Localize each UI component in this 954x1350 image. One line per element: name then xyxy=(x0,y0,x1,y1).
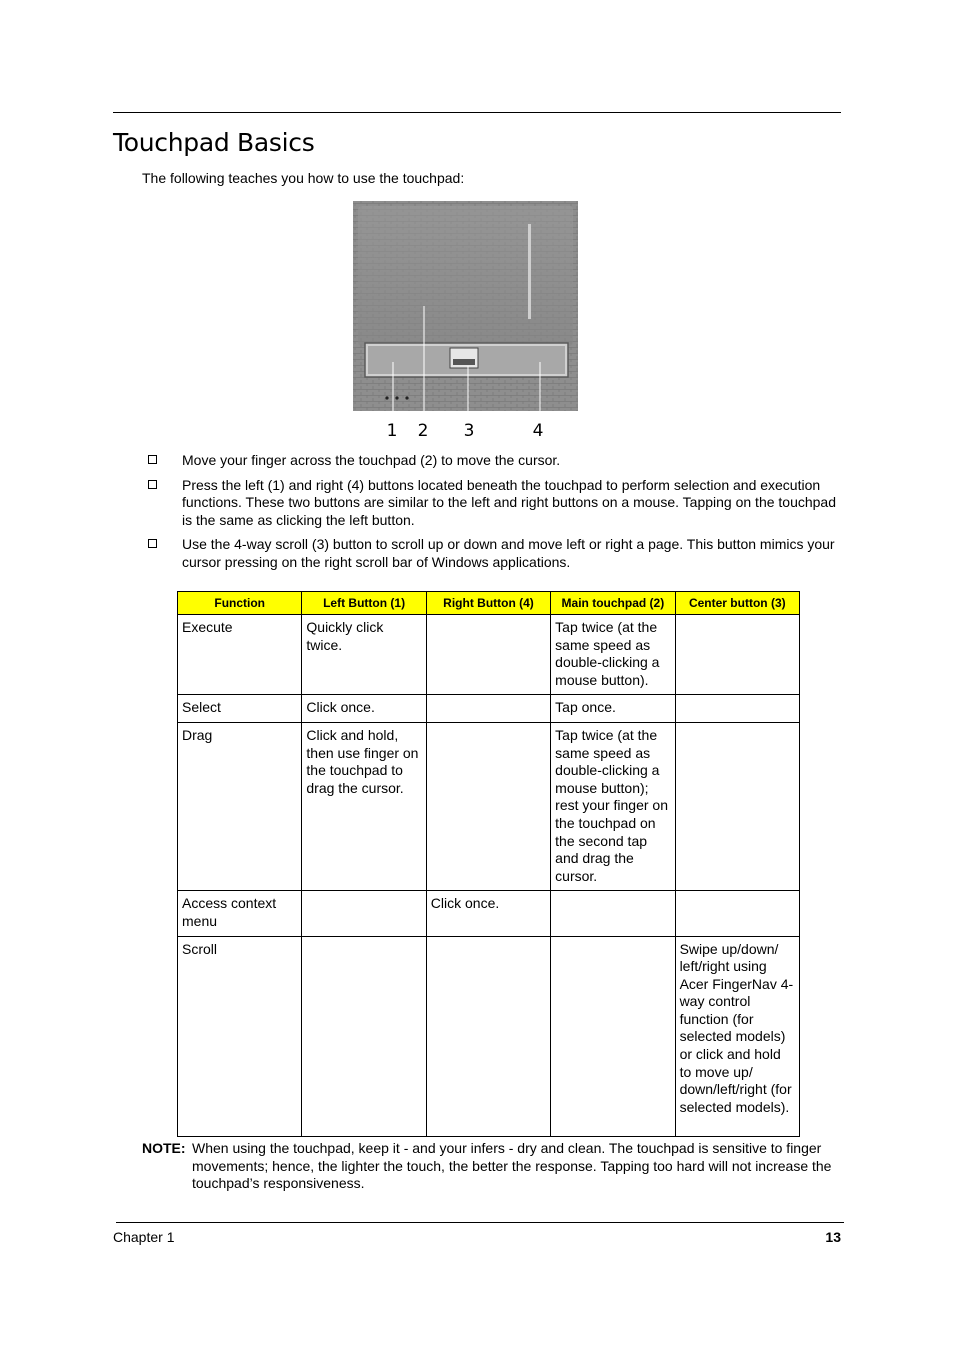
table-row xyxy=(178,615,800,695)
table-cell: Scroll xyxy=(178,936,302,1136)
table-cell xyxy=(675,891,799,936)
checkbox-bullet-icon xyxy=(148,539,157,548)
table-cell xyxy=(426,722,550,890)
table-header-row xyxy=(178,592,800,615)
footer-chapter: Chapter 1 xyxy=(113,1229,175,1245)
table-cell: Tap twice (at the same speed as double-clicking a mouse button); rest your finger on the touchpad on the second tap and drag the cursor. xyxy=(551,722,675,890)
header-rule xyxy=(113,112,841,113)
table-cell: Quickly click twice. xyxy=(302,615,426,695)
function-table xyxy=(177,591,800,1137)
table-cell: Click once. xyxy=(426,891,550,936)
table-cell xyxy=(675,615,799,695)
note-block xyxy=(142,1140,842,1193)
intro-text: The following teaches you how to use the touchpad: xyxy=(142,170,465,186)
table-cell xyxy=(551,891,675,936)
table-cell: Tap twice (at the same speed as double-clicking a mouse button). xyxy=(551,615,675,695)
table-cell xyxy=(675,695,799,723)
figure-label-1: 1 xyxy=(386,421,398,441)
figure-label-3: 3 xyxy=(463,421,475,441)
touchpad-surface xyxy=(353,201,578,411)
touchpad-figure xyxy=(340,191,600,443)
table-cell xyxy=(551,936,675,1136)
table-cell xyxy=(426,615,550,695)
footer-page-number: 13 xyxy=(825,1229,841,1245)
table-cell: Execute xyxy=(178,615,302,695)
table-cell: Click and hold, then use finger on the touchpad to drag the cursor. xyxy=(302,722,426,890)
list-item: Press the left (1) and right (4) buttons located beneath the touchpad to perform selection and execution functions. These two buttons are similar to the left and right buttons on a mouse. Tapping on the touchpad is the same as clicking the left button. xyxy=(148,477,848,530)
list-item: Move your finger across the touchpad (2) to move the cursor. xyxy=(148,452,848,470)
footer-rule xyxy=(116,1222,844,1223)
column-header: Left Button (1) xyxy=(302,592,426,615)
table-cell: Drag xyxy=(178,722,302,890)
table-cell: Click once. xyxy=(302,695,426,723)
table-cell xyxy=(302,891,426,936)
table-cell xyxy=(426,936,550,1136)
column-header: Main touchpad (2) xyxy=(551,592,675,615)
figure-label-2: 2 xyxy=(417,421,429,441)
page-title: Touchpad Basics xyxy=(113,128,315,157)
table-row xyxy=(178,936,800,1136)
table-row xyxy=(178,695,800,723)
list-item: Use the 4-way scroll (3) button to scroll up or down and move left or right a page. This button mimics your cursor pressing on the right scroll bar of Windows applications. xyxy=(148,536,848,571)
table-cell xyxy=(675,722,799,890)
column-header: Center button (3) xyxy=(675,592,799,615)
table-cell: Swipe up/down/ left/right using Acer FingerNav 4-way control function (for selected models) or click and hold to move up/ down/left/right (for selected models). xyxy=(675,936,799,1136)
column-header: Right Button (4) xyxy=(426,592,550,615)
table-cell xyxy=(302,936,426,1136)
note-text: When using the touchpad, keep it - and your infers - dry and clean. The touchpad is sensitive to finger movements; hence, the lighter the touch, the better the response. Tapping too hard will not increase the touchpad’s responsiveness. xyxy=(192,1140,832,1191)
table-row xyxy=(178,722,800,890)
table-cell: Tap once. xyxy=(551,695,675,723)
table-cell: Access context menu xyxy=(178,891,302,936)
scroll-strip xyxy=(528,224,531,319)
table-row xyxy=(178,891,800,936)
figure-label-4: 4 xyxy=(532,421,544,441)
instruction-list xyxy=(148,452,848,578)
table-cell: Select xyxy=(178,695,302,723)
note-label: NOTE: xyxy=(142,1140,186,1156)
checkbox-bullet-icon xyxy=(148,480,157,489)
table-cell xyxy=(426,695,550,723)
checkbox-bullet-icon xyxy=(148,455,157,464)
column-header: Function xyxy=(178,592,302,615)
